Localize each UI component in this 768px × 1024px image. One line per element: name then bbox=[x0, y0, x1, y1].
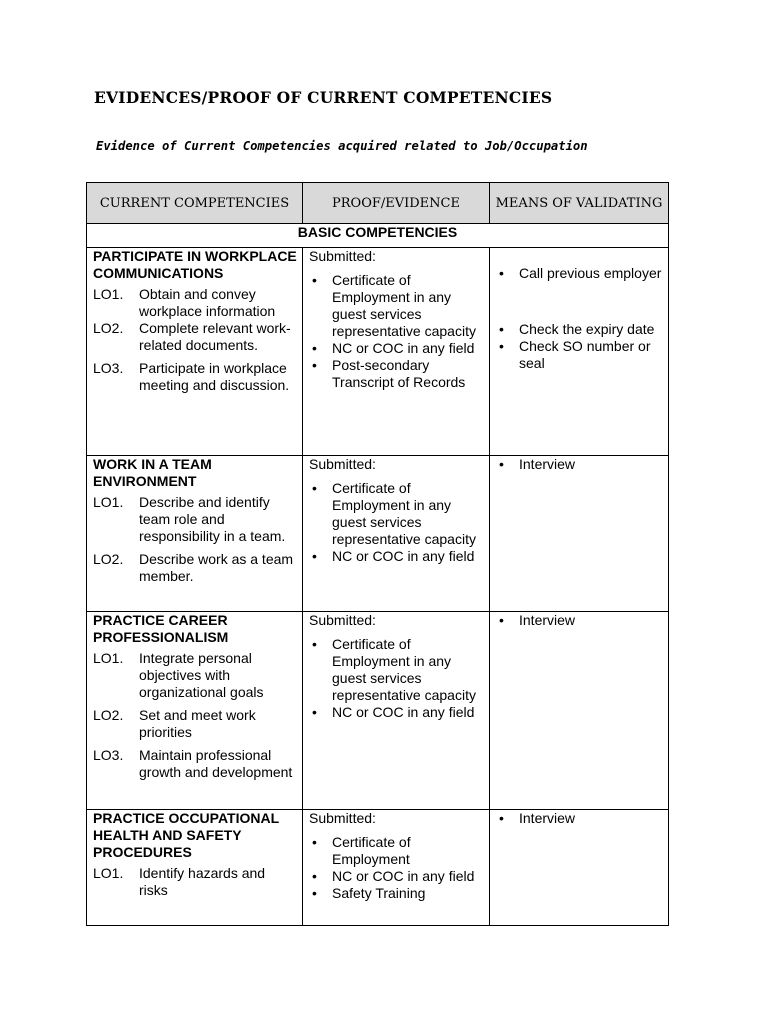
table-row bbox=[87, 248, 669, 456]
learning-outcome bbox=[93, 747, 297, 781]
proof-list bbox=[309, 636, 484, 721]
means-cell bbox=[490, 810, 669, 926]
learning-outcome bbox=[93, 650, 297, 701]
header-proof-evidence: PROOF/EVIDENCE bbox=[303, 183, 490, 224]
learning-outcome bbox=[93, 320, 297, 354]
means-item: • Interview bbox=[496, 456, 663, 473]
lo-text: Set and meet work priorities bbox=[139, 707, 256, 740]
learning-outcome bbox=[93, 865, 297, 899]
lo-code: LO1. bbox=[93, 494, 124, 510]
lo-code: LO1. bbox=[93, 650, 124, 666]
means-cell bbox=[490, 456, 669, 612]
learning-outcome bbox=[93, 551, 297, 585]
submitted-label: Submitted: bbox=[309, 248, 376, 264]
lo-text: Identify hazards and risks bbox=[139, 865, 266, 898]
lo-text: Participate in workplace meeting and discussion. bbox=[139, 360, 290, 393]
proof-cell bbox=[303, 248, 490, 456]
table-row bbox=[87, 810, 669, 926]
submitted-label: Submitted: bbox=[309, 612, 376, 628]
proof-item: • NC or COC in any field bbox=[309, 340, 484, 357]
proof-cell bbox=[303, 456, 490, 612]
proof-item: • Certificate of Employment in any guest services representative capacity bbox=[309, 636, 484, 704]
means-list bbox=[496, 612, 663, 629]
means-list bbox=[496, 265, 663, 372]
means-item: • Interview bbox=[496, 810, 663, 827]
lo-code: LO2. bbox=[93, 320, 124, 336]
header-means-of-validating: MEANS OF VALIDATING bbox=[490, 183, 669, 224]
evidence-table bbox=[86, 182, 669, 926]
table-row bbox=[87, 456, 669, 612]
competency-cell bbox=[87, 248, 303, 456]
lo-text: Complete relevant work-related documents. bbox=[139, 320, 291, 353]
learning-outcome bbox=[93, 494, 297, 545]
proof-cell bbox=[303, 810, 490, 926]
means-item: • Check SO number or seal bbox=[496, 338, 663, 372]
page-subtitle: Evidence of Current Competencies acquired related to Job/Occupation bbox=[96, 139, 588, 153]
lo-code: LO1. bbox=[93, 865, 124, 881]
section-title: BASIC COMPETENCIES bbox=[87, 224, 669, 248]
table-row bbox=[87, 612, 669, 810]
lo-text: Maintain professional growth and development bbox=[139, 747, 293, 780]
submitted-label: Submitted: bbox=[309, 810, 376, 826]
lo-text: Describe and identify team role and responsibility in a team. bbox=[139, 494, 286, 544]
lo-code: LO2. bbox=[93, 551, 124, 567]
proof-item: • Certificate of Employment in any guest services representative capacity bbox=[309, 272, 484, 340]
proof-list bbox=[309, 834, 484, 902]
means-cell bbox=[490, 612, 669, 810]
proof-list bbox=[309, 480, 484, 565]
means-item: • Call previous employer bbox=[496, 265, 663, 282]
competency-cell bbox=[87, 810, 303, 926]
lo-code: LO3. bbox=[93, 747, 124, 763]
lo-text: Describe work as a team member. bbox=[139, 551, 294, 584]
lo-text: Obtain and convey workplace information bbox=[139, 286, 276, 319]
means-list bbox=[496, 810, 663, 827]
learning-outcome bbox=[93, 707, 297, 741]
competency-title: WORK IN A TEAM ENVIRONMENT bbox=[93, 456, 212, 489]
means-list bbox=[496, 456, 663, 473]
competency-title: PRACTICE CAREER PROFESSIONALISM bbox=[93, 612, 229, 645]
submitted-label: Submitted: bbox=[309, 456, 376, 472]
proof-item: • Certificate of Employment bbox=[309, 834, 484, 868]
proof-item: • NC or COC in any field bbox=[309, 548, 484, 565]
means-item: • Interview bbox=[496, 612, 663, 629]
proof-item: • Safety Training bbox=[309, 885, 484, 902]
proof-cell bbox=[303, 612, 490, 810]
competency-title: PARTICIPATE IN WORKPLACE COMMUNICATIONS bbox=[93, 248, 297, 281]
proof-list bbox=[309, 272, 484, 391]
competency-cell bbox=[87, 456, 303, 612]
proof-item: • Certificate of Employment in any guest services representative capacity bbox=[309, 480, 484, 548]
section-row bbox=[87, 224, 669, 248]
competency-title: PRACTICE OCCUPATIONAL HEALTH AND SAFETY PROCEDURES bbox=[93, 810, 279, 860]
means-cell bbox=[490, 248, 669, 456]
proof-item: • NC or COC in any field bbox=[309, 868, 484, 885]
learning-outcome bbox=[93, 360, 297, 394]
means-item: • Check the expiry date bbox=[496, 321, 663, 338]
proof-item: • NC or COC in any field bbox=[309, 704, 484, 721]
proof-item: • Post-secondary Transcript of Records bbox=[309, 357, 484, 391]
lo-code: LO1. bbox=[93, 286, 124, 302]
lo-code: LO2. bbox=[93, 707, 124, 723]
lo-code: LO3. bbox=[93, 360, 124, 376]
table-header-row bbox=[87, 183, 669, 224]
lo-text: Integrate personal objectives with organizational goals bbox=[139, 650, 264, 700]
header-current-competencies: CURRENT COMPETENCIES bbox=[87, 183, 303, 224]
competency-cell bbox=[87, 612, 303, 810]
page-title: EVIDENCES/PROOF OF CURRENT COMPETENCIES bbox=[94, 88, 553, 107]
learning-outcome bbox=[93, 286, 297, 320]
